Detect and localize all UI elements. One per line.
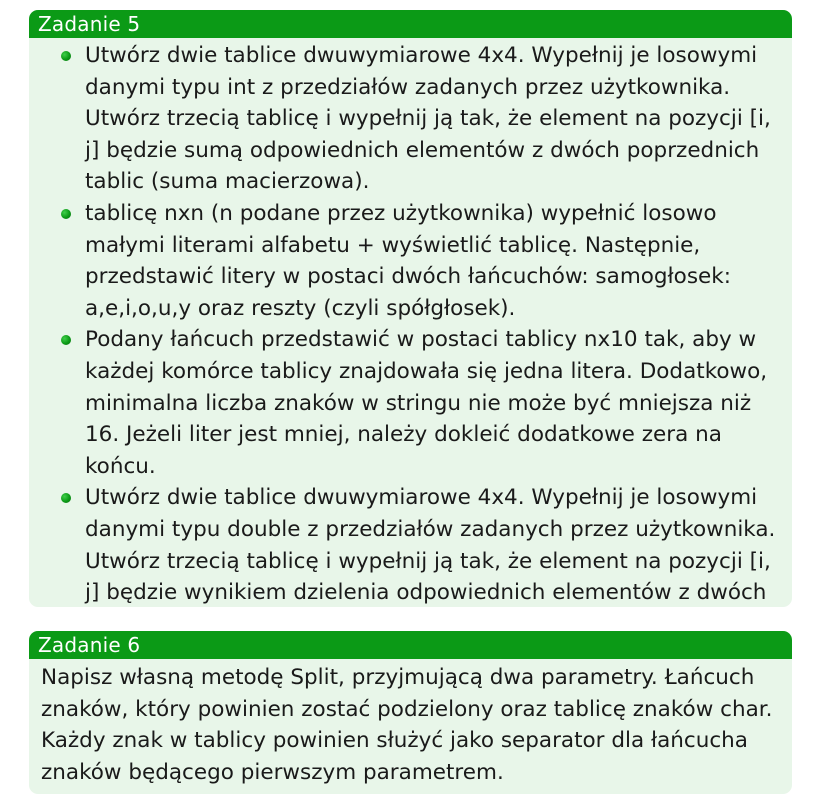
list-item-text: tablicę nxn (n podane przez użytkownika) wypełnić losowo małymi literami alfabetu + wyświetlić tablicę. Następnie, przedstawić litery w postaci dwóch łańcuchów: samogłosek: a,e,i,o,u,y oraz reszty (czyli spółgłosek). bbox=[85, 200, 731, 321]
list-item-text: Utwórz dwie tablice dwuwymiarowe 4x4. Wypełnij je losowymi danymi typu int z przedziałów zadanych przez użytkownika. Utwórz trzecią tablicę i wypełnij ją tak, że element na pozycji [i, j] będzie sumą odpowiednich elementów z dwóch poprzednich tablic (suma macierzowa). bbox=[85, 43, 771, 195]
list-item bbox=[85, 40, 780, 198]
bullet-icon bbox=[61, 51, 71, 61]
zadanie-6-body: Napisz własną metodę Split, przyjmującą dwa parametry. Łańcuch znaków, który powinien zostać podzielony oraz tablicę znaków char. Każdy znak w tablicy powinien służyć jako separator dla łańcucha znaków będącego pierwszym parametrem. bbox=[41, 665, 773, 785]
list-item-text: Podany łańcuch przedstawić w postaci tablicy nx10 tak, aby w każdej komórce tablicy znajdowała się jedna litera. Dodatkowo, minimalna liczba znaków w stringu nie może być mniejsza niż 16. Jeżeli liter jest mniej, należy doklеić dodatkowe zera na końcu. bbox=[85, 327, 768, 479]
bullet-icon bbox=[61, 335, 71, 345]
bullet-icon bbox=[61, 209, 71, 219]
zadanie-6-block bbox=[29, 631, 792, 794]
bullet-icon bbox=[61, 493, 71, 503]
zadanie-5-body bbox=[29, 38, 792, 607]
list-item-text: Utwórz dwie tablice dwuwymiarowe 4x4. Wypełnij je losowymi danymi typu double z przedziałów zadanych przez użytkownika. Utwórz trzecią tablicę i wypełnij ją tak, że element na pozycji [i, j] będzie wynikiem dzielenia odpowiednich elementów z dwóch bbox=[85, 485, 776, 606]
list-item bbox=[85, 482, 780, 607]
zadanie-5-list bbox=[29, 40, 780, 607]
list-item bbox=[85, 198, 780, 324]
zadanie-6-title: Zadanie 6 bbox=[29, 631, 792, 659]
zadanie-5-title: Zadanie 5 bbox=[29, 10, 792, 38]
zadanie-5-block bbox=[29, 10, 792, 607]
list-item bbox=[85, 324, 780, 482]
